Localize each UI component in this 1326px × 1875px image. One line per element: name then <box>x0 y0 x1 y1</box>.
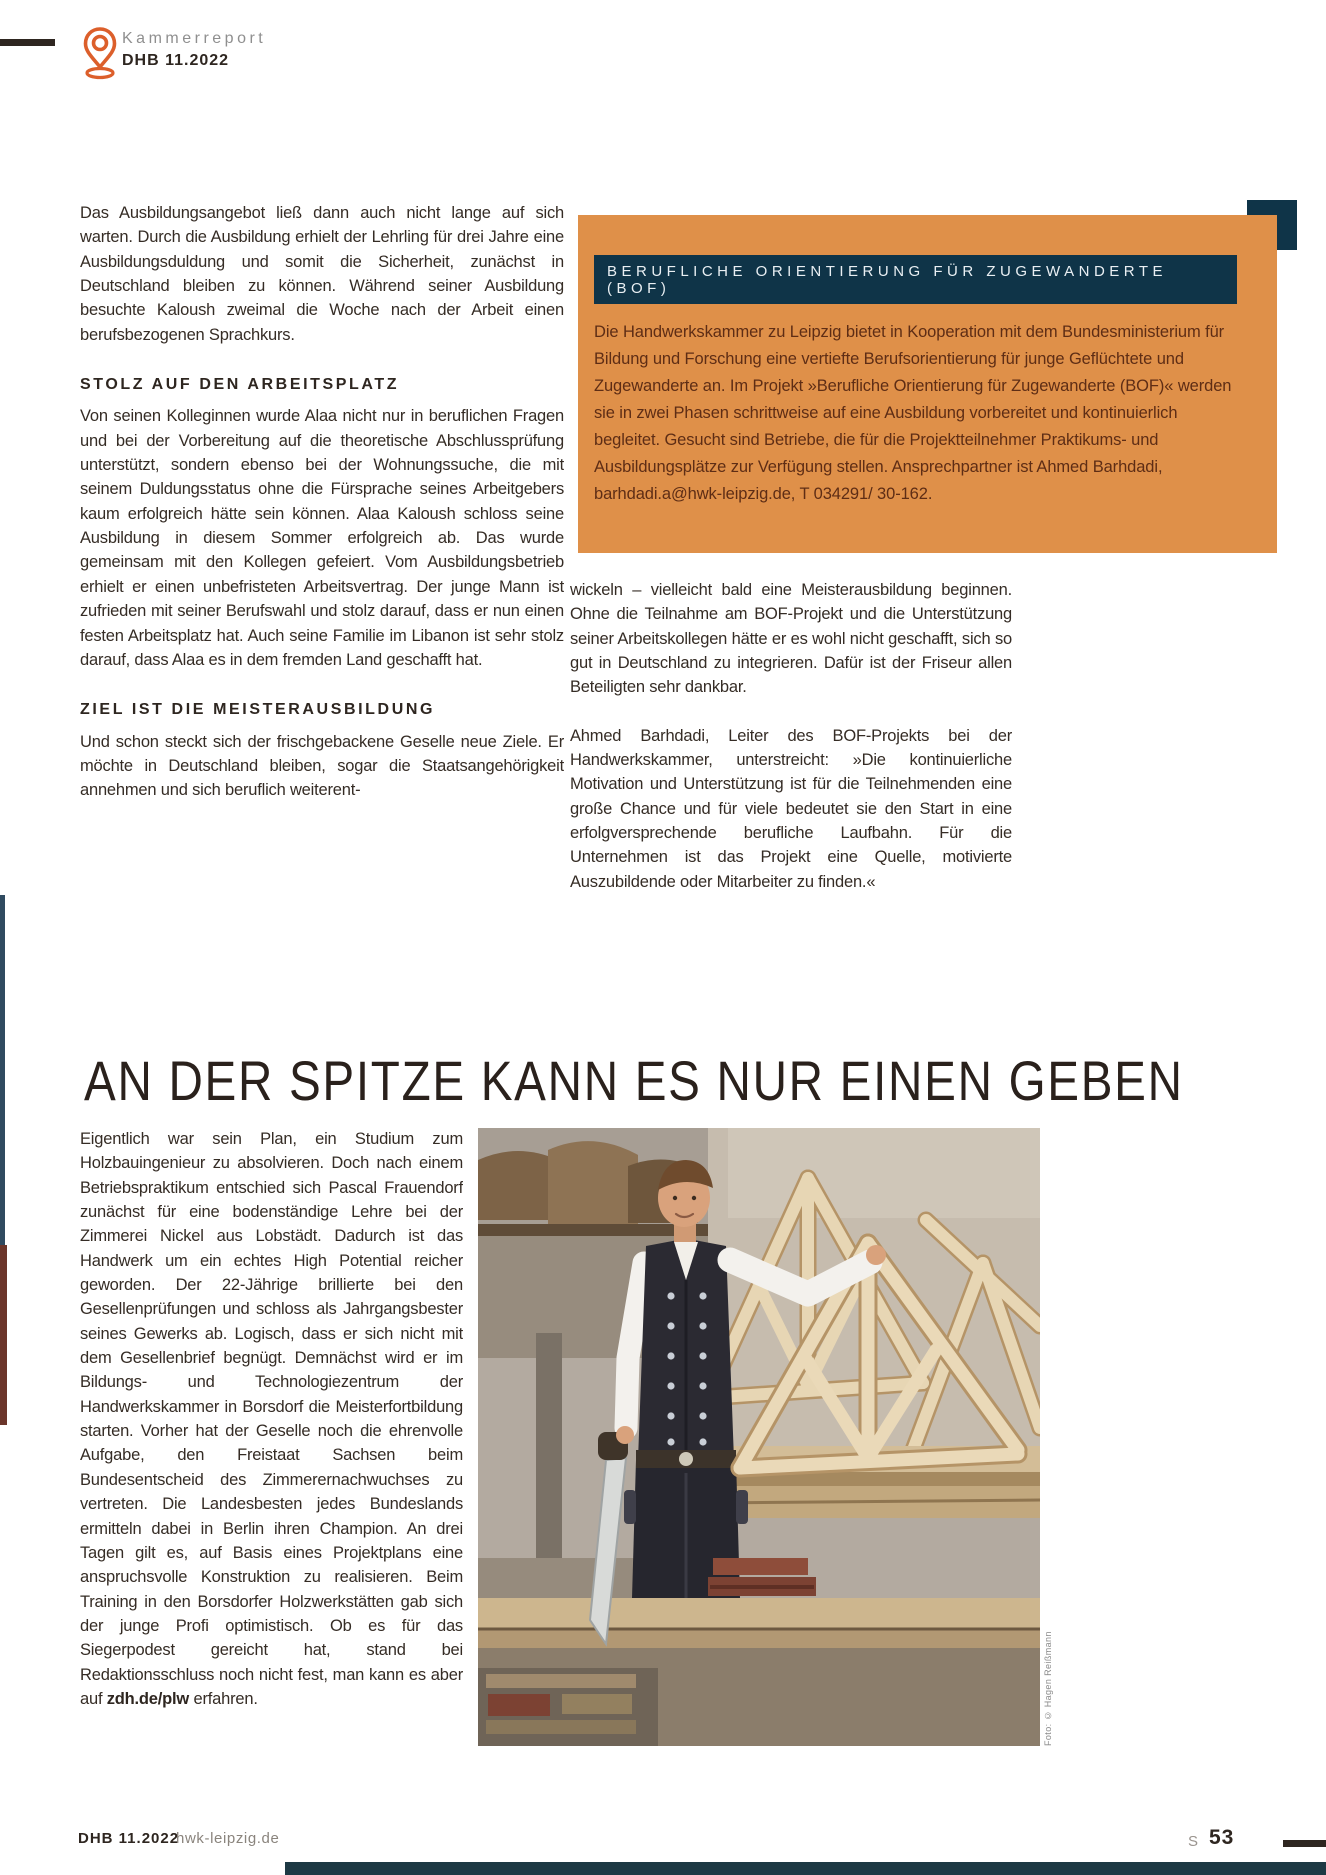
article-left-column <box>80 201 564 809</box>
workshop-photo-graphic <box>478 1128 1040 1746</box>
page-number-prefix: S <box>1188 1833 1199 1850</box>
section-heading-ziel: ZIEL IST DIE MEISTERAUSBILDUNG <box>80 701 436 719</box>
footer-site-link[interactable]: hwk-leipzig.de <box>176 1830 280 1847</box>
paragraph-frauendorf-ende: erfahren. <box>189 1689 258 1708</box>
issue-label: DHB 11.2022 <box>122 52 230 69</box>
paragraph-barhdadi-zitat: Ahmed Barhdadi, Leiter des BOF-Projekts bei der Handwerkskammer, unterstreicht: »Die kontinuierliche Motivation und Unterstützung ist für die Teilnehmenden eine große Chance und für viele bedeutet sie den Start in eine erfolgversprechende berufliche Laufbahn. Für die Unternehmen ist das Projekt eine Quelle, motivierte Auszubildende oder Mitarbeiter zu finden.« <box>570 726 1012 891</box>
bottom-band <box>285 1862 1326 1875</box>
paragraph-kolleginnen: Von seinen Kolleginnen wurde Alaa nicht nur in beruflichen Fragen und bei der Vorbereitung auf die theoretische Abschlussprüfung unterstützt, sondern ebenso bei der Wohnungssuche, die mit seinem Duldungsstatus ohne die Fürsprache seines Arbeitgebers kaum erfolgreich hätte sein können. Alaa Kaloush schloss seine Ausbildung in diesem Sommer erfolgreich ab. Das wurde gemeinsam mit den Kollegen gefeiert. Vom Ausbildungsbetrieb erhielt er einen unbefristeten Arbeitsvertrag. Der junge Mann ist zufrieden mit seiner Berufswahl und stolz darauf, dass er nun einen festen Arbeitsplatz hat. Auch seine Familie im Libanon ist sehr stolz darauf, dass Alaa es in dem fremden Land geschafft hat. <box>80 407 564 669</box>
infobox-title: BERUFLICHE ORIENTIERUNG FÜR ZUGEWANDERTE (BOF) <box>594 255 1237 304</box>
paragraph-ausbildungsangebot: Das Ausbildungsangebot ließ dann auch nicht lange auf sich warten. Durch die Ausbildung erhielt der Lehrling für drei Jahre eine Ausbildungsduldung und somit die Sicherheit, zunächst in Deutschland bleiben zu können. Während seiner Ausbildung besuchte Kaloush zweimal die Woche nach der Arbeit einen berufsbezogenen Sprachkurs. <box>80 204 564 344</box>
bof-infobox <box>578 215 1277 553</box>
paragraph-neue-ziele: Und schon steckt sich der frischgebackene Geselle neue Ziele. Er möchte in Deutschland bleiben, sogar die Staatsangehörigkeit annehmen und sich beruflich weiterent- <box>80 732 564 800</box>
workshop-photo <box>478 1128 1040 1746</box>
infobox-body: Die Handwerkskammer zu Leipzig bietet in Kooperation mit dem Bundesministerium für Bildung und Forschung eine vertiefte Berufsorientierung für junge Geflüchtete und Zugewanderte an. Im Projekt »Berufliche Orientierung für Zugewanderte (BOF)« werden sie in zwei Phasen schrittweise auf eine Ausbildung vorbereitet und kontinuierlich begleitet. Gesucht sind Betriebe, die für die Projektteilnehmer Praktikums- und Ausbildungsplätze zur Verfügung stellen. Ansprechpartner ist Ahmed Barhdadi, barhdadi.a@hwk-leipzig.de, T 034291/ 30-162. <box>594 323 1232 503</box>
edge-strip-maroon <box>0 1245 7 1425</box>
top-left-rule <box>0 39 55 46</box>
brand-title: Kammerreport <box>122 30 267 47</box>
section-heading-stolz: STOLZ AUF DEN ARBEITSPLATZ <box>80 376 400 394</box>
page-number: 53 <box>1209 1826 1235 1849</box>
paragraph-frauendorf-text: Eigentlich war sein Plan, ein Studium zum Holzbauingenieur zu absolvieren. Doch nach einem Betriebspraktikum entschied sich Pascal Frauendorf zunächst für eine bodenständige Lehre bei der Zimmerei Nickel aus Lobstädt. Dadurch ist das Handwerk um ein echtes High Potential reicher geworden. Der 22-Jährige brillierte bei den Gesellenprüfungen und schloss als Jahrgangsbester seines Gewerks ab. Logisch, dass er sich nicht mit dem Gesellenbrief begnügt. Demnächst wird er im Bildungs- und Technologiezentrum der Handwerkskammer in Borsdorf die Meisterfortbildung starten. Vorher hat der Geselle noch die ehrenvolle Aufgabe, den Freistaat Sachsen beim Bundesentscheid des Zimmerernachwuchses zu vertreten. Die Landesbesten jedes Bundeslands ermitteln dabei in Berlin ihren Champion. An drei Tagen gilt es, auf Basis eines Projektplans eine anspruchsvolle Konstruktion zu realisieren. Beim Training in den Borsdorfer Holzwerkstätten gab sich der junge Profi optimistisch. Ob es für das Siegerpodest gereicht hat, stand bei Redaktionsschluss noch nicht fest, man kann es aber auf <box>80 1130 463 1708</box>
paragraph-frauendorf <box>80 1127 463 1711</box>
photo-credit: Foto: © Hagen Reißmann <box>1043 1631 1053 1746</box>
footer-issue: DHB 11.2022 <box>78 1830 180 1847</box>
zdh-link[interactable]: zdh.de/plw <box>106 1689 190 1708</box>
article-right-column <box>570 578 1012 908</box>
article-bottom-column <box>80 1127 463 1787</box>
article-headline: AN DER SPITZE KANN ES NUR EINEN GEBEN <box>84 1049 1184 1112</box>
bottom-right-rule <box>1283 1840 1326 1847</box>
edge-strip-navy <box>0 895 5 1245</box>
location-pin-icon <box>82 26 118 80</box>
paragraph-meisterausbildung: wickeln – vielleicht bald eine Meisterausbildung beginnen. Ohne die Teilnahme am BOF-Projekt und die Unterstützung seiner Arbeitskollegen hätte er es wohl nicht geschafft, sich so gut in Deutschland zu integrieren. Dafür ist der Friseur allen Beteiligten sehr dankbar. <box>570 581 1012 697</box>
